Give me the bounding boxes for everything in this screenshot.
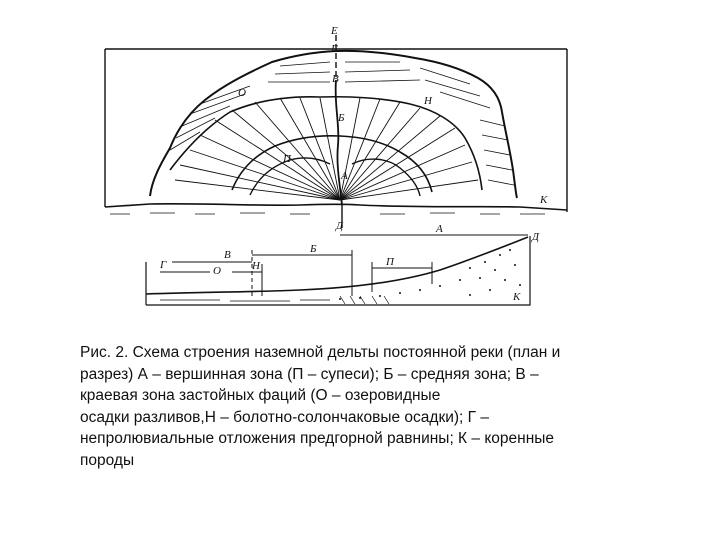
plan-bedrock-line xyxy=(105,204,567,210)
section-label-A: А xyxy=(436,223,443,235)
section-label-P: П xyxy=(386,256,394,268)
section-label-B: Б xyxy=(310,243,317,255)
figure-caption xyxy=(80,342,690,471)
label-N: Н xyxy=(424,95,432,107)
label-O: О xyxy=(238,87,246,99)
section-label-G: Г xyxy=(160,259,167,271)
section-surface xyxy=(146,237,528,294)
section-label-D: Д xyxy=(532,231,539,243)
plan-bedrock-texture xyxy=(110,213,545,214)
radial-hatching xyxy=(175,98,478,200)
caption-line: краевая зона застойных фаций (О – озеровидные xyxy=(80,387,441,404)
label-A: А xyxy=(341,170,348,182)
caption-line: непролювиальные отложения предгорной равнины; К – коренные xyxy=(80,430,555,447)
label-G-top: Г xyxy=(331,43,338,55)
label-B: Б xyxy=(338,112,345,124)
cross-section xyxy=(146,235,530,305)
center-channel xyxy=(336,80,342,205)
section-label-K: К xyxy=(513,291,521,303)
label-E: Е xyxy=(331,25,338,37)
section-label-O: О xyxy=(213,265,221,277)
section-layer-hatching xyxy=(160,296,389,304)
caption-line: породы xyxy=(80,451,135,469)
plan-labels xyxy=(238,25,548,232)
label-K: К xyxy=(540,194,548,206)
label-D: Д xyxy=(336,220,343,232)
section-label-V: В xyxy=(224,249,231,261)
section-label-N: Н xyxy=(252,260,260,272)
caption-line: Рис. 2. Схема строения наземной дельты постоянной реки (план и xyxy=(80,344,561,361)
plan-view xyxy=(105,35,567,228)
caption-line: осадки разливов,Н – болотно-солончаковые осадки); Г – xyxy=(80,408,489,426)
caption-line: разрез) А – вершинная зона (П – супеси); Б – средняя зона; В – xyxy=(80,365,539,383)
section-sediment-texture xyxy=(339,249,521,300)
label-V: В xyxy=(332,73,339,85)
section-bedrock xyxy=(146,236,530,305)
label-P: П xyxy=(283,153,291,165)
